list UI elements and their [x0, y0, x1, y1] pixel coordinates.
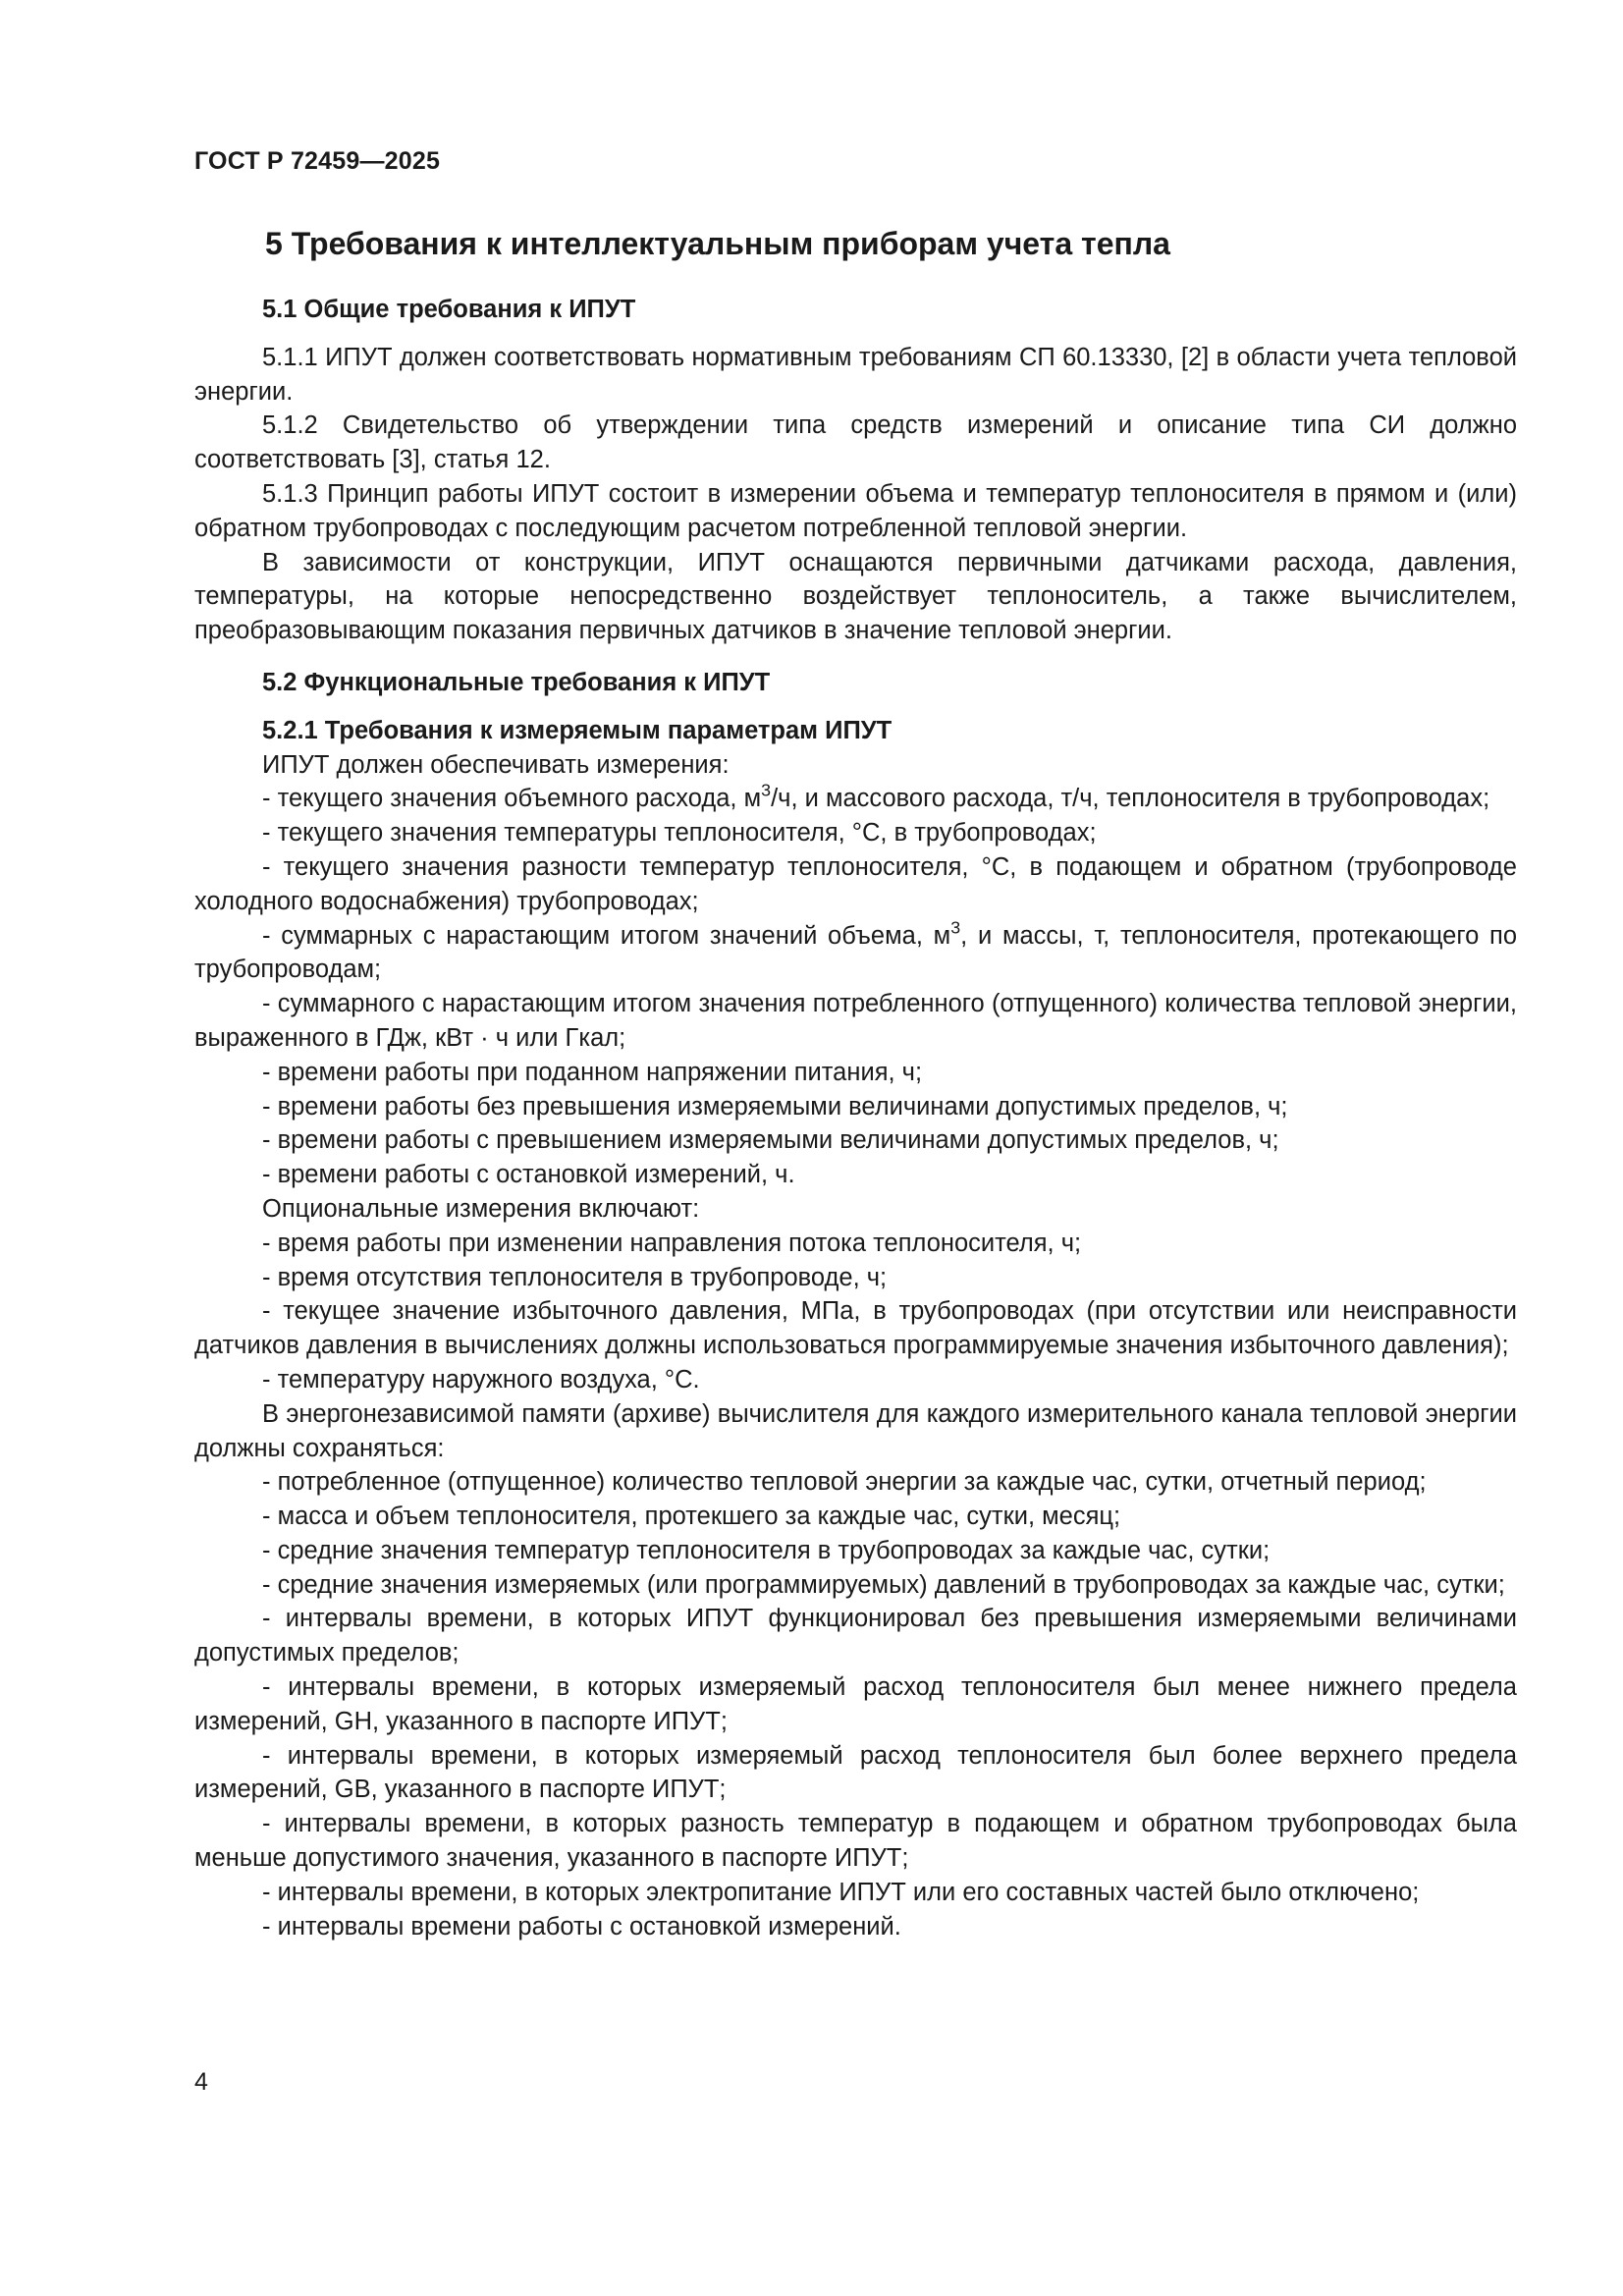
list-item: - интервалы времени, в которых электропитание ИПУТ или его составных частей было отключено;	[262, 1878, 1420, 1906]
list-item: - средние значения температур теплоносителя в трубопроводах за каждые час, сутки;	[262, 1536, 1271, 1564]
list-item: - времени работы при поданном напряжении питания, ч;	[262, 1058, 923, 1086]
paragraph-5-1-3-continued: В зависимости от конструкции, ИПУТ оснащаются первичными датчиками расхода, давления, температуры, на которые непосредственно воздействует теплоноситель, а также вычислителем, преобразовывающим показания первичных датчиков в значение тепловой энергии.	[194, 548, 1517, 645]
list-item: - потребленное (отпущенное) количество тепловой энергии за каждые час, сутки, отчетный период;	[262, 1468, 1427, 1497]
section-5-2-heading: 5.2 Функциональные требования к ИПУТ	[262, 668, 771, 696]
list-item	[194, 916, 1517, 988]
section-5-heading: 5 Требования к интеллектуальным приборам учета тепла	[265, 226, 1170, 261]
list-item: - время отсутствия теплоносителя в трубопроводе, ч;	[262, 1263, 888, 1291]
paragraph-5-1-2: 5.1.2 Свидетельство об утверждении типа средств измерений и описание типа СИ должно соответствовать [3], статья 12.	[194, 411, 1517, 474]
section-5-2-1-heading: 5.2.1 Требования к измеряемым параметрам ИПУТ	[262, 716, 893, 744]
section-5-1-heading: 5.1 Общие требования к ИПУТ	[262, 296, 636, 323]
list-item: - текущего значения разности температур теплоносителя, °С, в подающем и обратном (трубопроводе холодного водоснабжения) трубопроводах;	[194, 852, 1517, 915]
superscript: 3	[761, 780, 772, 800]
measurements-intro: ИПУТ должен обеспечивать измерения:	[262, 750, 730, 779]
list-item: - текущее значение избыточного давления, МПа, в трубопроводах (при отсутствии или неисправности датчиков давления в вычислениях должны использоваться программируемые значения избыточного давления);	[194, 1297, 1517, 1360]
document-body	[194, 222, 1517, 1943]
list-item-text: /ч, и массового расхода, т/ч, теплоносителя в трубопроводах;	[771, 785, 1490, 813]
archive-intro: В энергонезависимой памяти (архиве) вычислителя для каждого измерительного канала тепловой энергии должны сохраняться:	[194, 1399, 1517, 1462]
list-item: - время работы при изменении направления потока теплоносителя, ч;	[262, 1229, 1082, 1257]
list-item: - интервалы времени, в которых разность температур в подающем и обратном трубопроводах была меньше допустимого значения, указанного в паспорте ИПУТ;	[194, 1810, 1517, 1873]
list-item	[194, 782, 1517, 816]
list-item-text: , и массы, т, теплоносителя, протекающего по трубопроводам;	[194, 921, 1517, 984]
optional-measurements-intro: Опциональные измерения включают:	[262, 1194, 700, 1223]
list-item: - суммарного с нарастающим итогом значения потребленного (отпущенного) количества тепловой энергии, выраженного в ГДж, кВт · ч или Гкал;	[194, 990, 1517, 1052]
list-item: - интервалы времени, в которых измеряемый расход теплоносителя был более верхнего предела измерений, GВ, указанного в паспорте ИПУТ;	[194, 1741, 1517, 1804]
list-item: - температуру наружного воздуха, °С.	[262, 1365, 700, 1394]
list-item: - интервалы времени работы с остановкой измерений.	[262, 1912, 901, 1941]
list-item: - времени работы без превышения измеряемыми величинами допустимых пределов, ч;	[262, 1092, 1288, 1121]
list-item: - времени работы с превышением измеряемыми величинами допустимых пределов, ч;	[262, 1126, 1279, 1155]
list-item: - времени работы с остановкой измерений, ч.	[262, 1161, 795, 1189]
list-item: - интервалы времени, в которых измеряемый расход теплоносителя был менее нижнего предела измерений, GН, указанного в паспорте ИПУТ;	[194, 1673, 1517, 1735]
list-item: - средние значения измеряемых (или программируемых) давлений в трубопроводах за каждые час, сутки;	[262, 1570, 1505, 1599]
list-item: - текущего значения температуры теплоносителя, °С, в трубопроводах;	[262, 819, 1097, 847]
document-code-header: ГОСТ Р 72459—2025	[194, 147, 441, 175]
paragraph-5-1-3: 5.1.3 Принцип работы ИПУТ состоит в измерении объема и температур теплоносителя в прямом и (или) обратном трубопроводах с последующим расчетом потребленной тепловой энергии.	[194, 479, 1517, 542]
list-item-text: - суммарных с нарастающим итогом значений объема, м	[262, 921, 951, 950]
list-item: - интервалы времени, в которых ИПУТ функционировал без превышения измеряемыми величинами допустимых пределов;	[194, 1605, 1517, 1667]
list-item-text: - текущего значения объемного расхода, м	[262, 785, 762, 813]
superscript: 3	[950, 916, 961, 937]
list-item: - масса и объем теплоносителя, протекшего за каждые час, сутки, месяц;	[262, 1503, 1121, 1531]
page-number: 4	[194, 2068, 208, 2096]
paragraph-5-1-1: 5.1.1 ИПУТ должен соответствовать нормативным требованиям СП 60.13330, [2] в области учета тепловой энергии.	[194, 343, 1517, 406]
